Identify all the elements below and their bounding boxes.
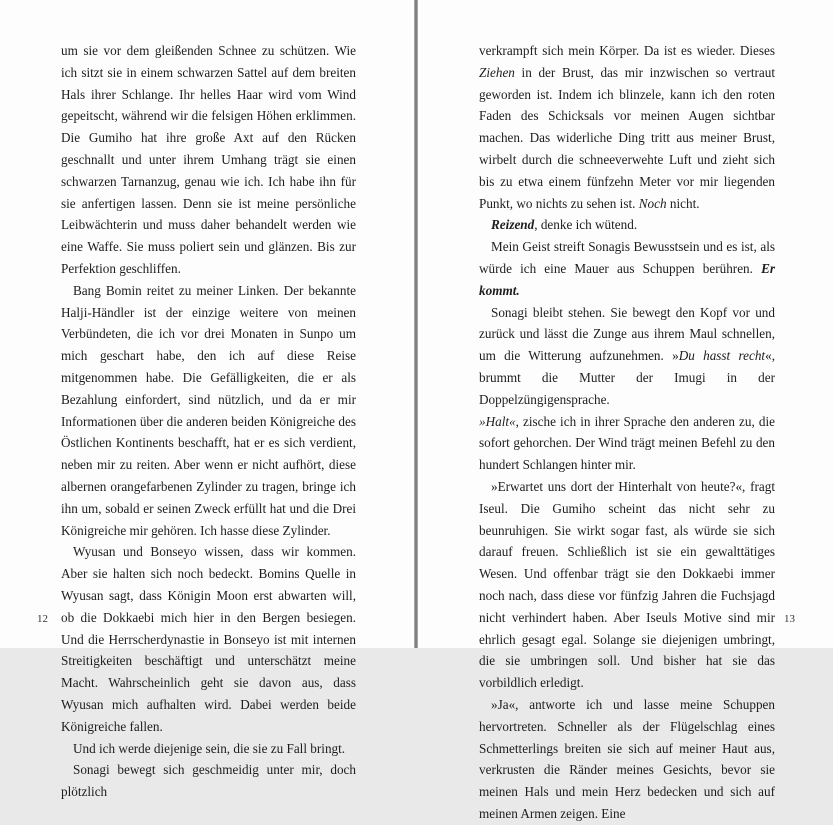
paragraph: Bang Bomin reitet zu meiner Linken. Der bekannte Halji-Händler ist der einzige weitere von meinen Verbündeten, die ich vor drei Monaten in Sunpo um mich geschart habe, den ich auf diese Reise mitgenommen habe. Die Gefälligkeiten, die er als Bezahlung einfordert, sind nützlich, und da er mir Informationen über die anderen beiden Königreiche des Östlichen Kontinents beschafft, hat er es sich verdient, neben mir zu reiten. Aber wenn er nicht aufhört, diese albernen orangefarbenen Zylinder zu tragen, bringe ich ihn um, sobald er seinen Zweck erfüllt hat und die Drei Königreiche mir gehören. Ich hasse diese Zylinder.	[61, 282, 356, 538]
paragraph: Und ich werde diejenige sein, die sie zu Fall bringt.	[73, 740, 346, 756]
bold-emphasis-text: Er kommt.	[479, 260, 775, 298]
emphasis-text: Noch	[638, 195, 667, 211]
left-page-text	[61, 40, 356, 803]
paragraph: »Erwartet uns dort der Hinterhalt von heute?«, fragt Iseul. Die Gumiho scheint das nicht sehr zu beunruhigen. Sie wirkt sogar fast, als würde sie sich darauf freuen. Schließlich ist sie ein gewalttätiges Wesen. Und offenbar trägt sie den Dokkaebi immer noch nach, dass diese vor fünfzig Jahren die Fuchsjagd nicht verhindert haben. Aber Iseuls Motive sind mir ehrlich gesagt egal. Solange sie diejenigen umbringt, die sie umbringen soll. Und bisher hat sie das vorbildlich erledigt.	[479, 478, 775, 691]
paragraph: um sie vor dem gleißenden Schnee zu schützen. Wie ich sitzt sie in einem schwarzen Sattel auf dem breiten Hals ihrer Schlange. Ihr helles Haar wird vom Wind gepeitscht, während wir die felsigen Höhen erklimmen. Die Gumiho hat ihre große Axt auf den Rücken geschnallt und unter ihrem Umhang trägt sie einen schwarzen Tarnanzug, genau wie ich. Ich habe ihn für sie anfertigen lassen. Denn sie ist meine persönliche Leibwächterin und muss daher behandelt werden wie eine Waffe. Sie muss poliert sein und glänzen. Bis zur Perfektion geschliffen.	[61, 43, 356, 276]
emphasis-text: Du hasst recht	[678, 348, 766, 364]
left-page	[0, 0, 414, 800]
text-run: «, brummt die Mutter der Imugi in der Doppelzüngigensprache.	[479, 348, 775, 407]
right-page	[418, 0, 833, 821]
paragraph	[479, 302, 775, 411]
text-run: nicht.	[666, 195, 700, 211]
emphasis-text: Ziehen	[479, 64, 515, 80]
paragraph	[479, 236, 775, 301]
page-number-right: 13	[784, 613, 795, 625]
paragraph: Wyusan und Bonseyo wissen, dass wir kommen. Aber sie halten sich noch bedeckt. Bomins Quelle in Wyusan sagt, dass Königin Moon erst abwarten will, ob die Dokkaebi mich hier in den Bergen besiegen. Und die Herrscherdynastie in Bonseyo ist mit internen Streitigkeiten beschäftigt und unterschätzt meine Macht. Wahrscheinlich geht sie davon aus, dass Wyusan mich aufhalten wird. Dabei werden beide Königreiche fallen.	[61, 544, 356, 734]
text-run: in der Brust, das mir inzwischen so vertraut geworden ist. Indem ich blinzele, kann ich den roten Faden des Schicksals vor meinen Augen sichtbar machen. Das widerliche Ding tritt aus meiner Brust, wirbelt durch die schneeverwehte Luft und zieht sich bis zu etwa einem fünfzehn Meter vor mir liegenden Punkt, wo nichts zu sehen ist.	[479, 64, 775, 211]
text-run: , zische ich in ihrer Sprache den anderen zu, die sofort gehorchen. Der Wind trägt meinen Befehl zu den hundert Schlangen hinter mir.	[479, 413, 775, 473]
paragraph: Sonagi bewegt sich geschmeidig unter mir, doch plötzlich	[61, 762, 356, 800]
bold-emphasis-text: Reizend	[491, 217, 535, 233]
paragraph: »Ja«, antworte ich und lasse meine Schuppen hervortreten. Schneller als der Flügelschlag eines Schmetterlings breiten sie sich auf meiner Haut aus, verkrusten die Ränder meines Gesichts, bevor sie meinen Hals und mein Herz bedecken und sich auf meinen Armen zeigen. Eine	[479, 696, 775, 821]
text-run: verkrampft sich mein Körper. Da ist es wieder. Dieses	[479, 43, 775, 58]
text-run: Mein Geist streift Sonagis Bewusstsein und es ist, als würde ich eine Mauer aus Schuppen berühren.	[479, 239, 775, 276]
paragraph	[479, 40, 775, 214]
paragraph	[479, 214, 775, 236]
text-run: , denke ich wütend.	[534, 217, 638, 233]
right-page-text	[479, 40, 775, 825]
page-number-left: 12	[37, 613, 48, 625]
text-run: Sonagi bleibt stehen. Sie bewegt den Kopf vor und zurück und lässt die Zunge aus ihrem Maul schnellen, um die Witterung aufzunehmen. »	[479, 304, 775, 364]
paragraph	[479, 411, 775, 476]
emphasis-text: »Halt«	[479, 413, 516, 429]
